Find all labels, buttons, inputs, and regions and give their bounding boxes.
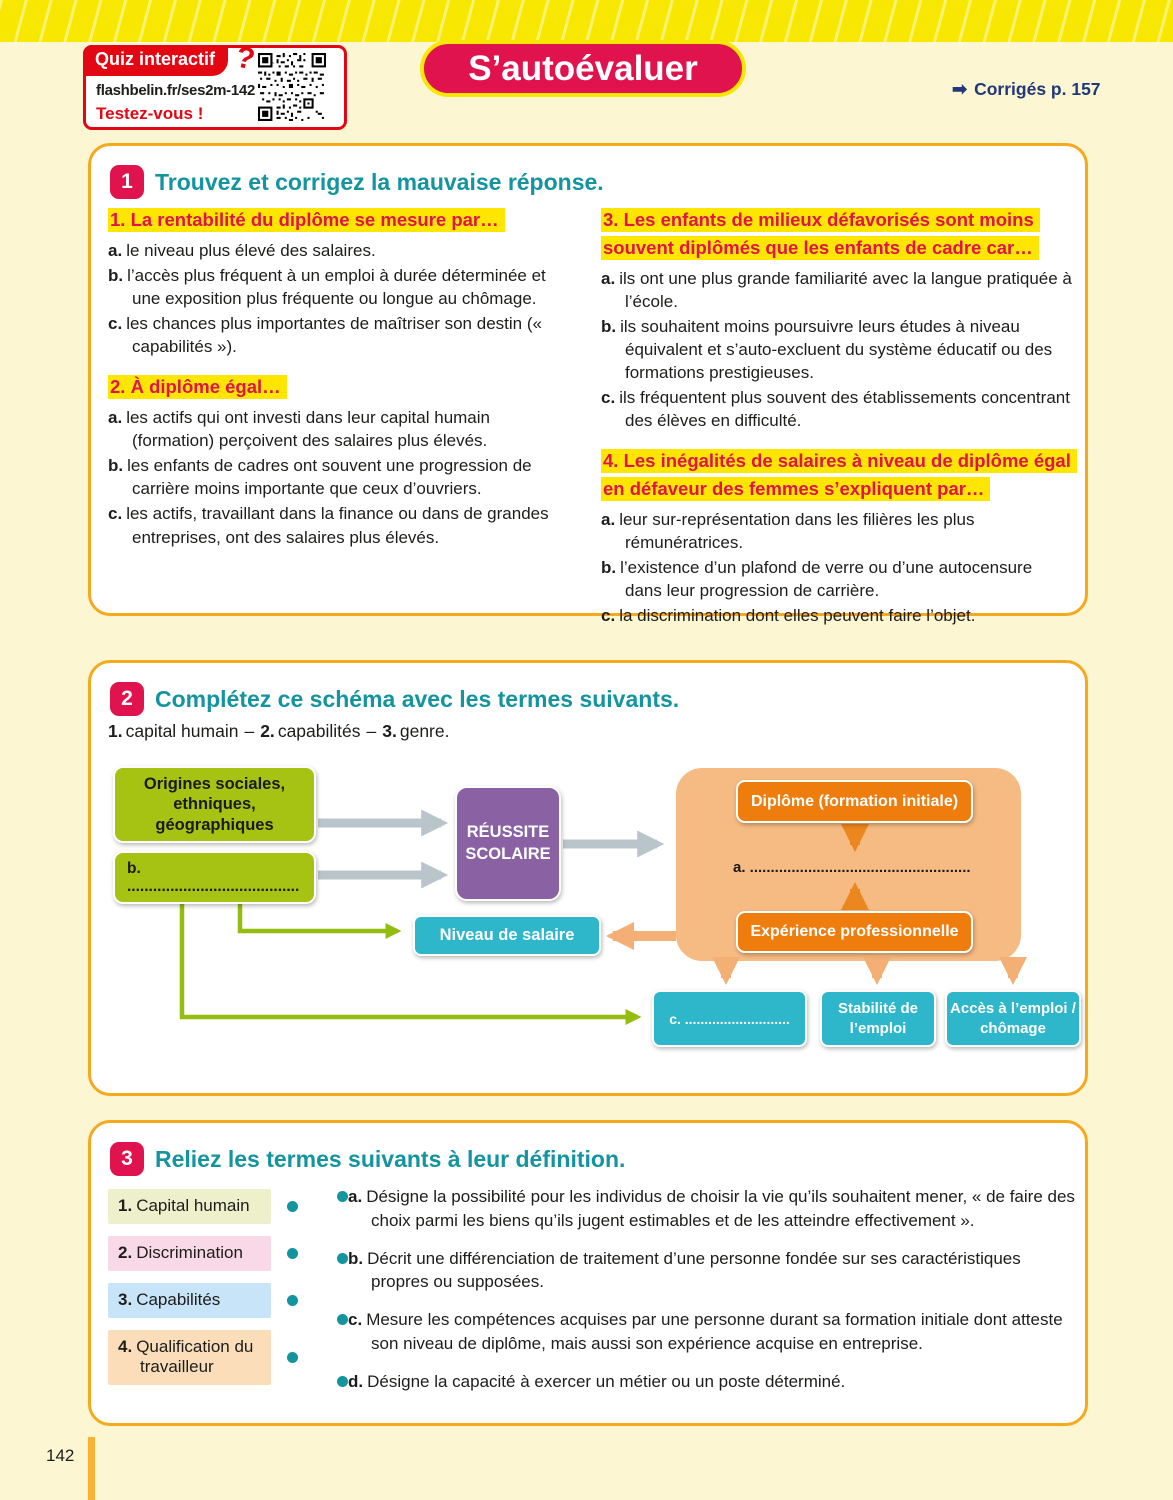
question-block bbox=[601, 206, 1073, 432]
connector-dot[interactable] bbox=[337, 1191, 348, 1202]
corrections-label: Corrigés p. 157 bbox=[974, 79, 1101, 99]
connector-dot[interactable] bbox=[287, 1201, 298, 1212]
definition: a. Désigne la possibilité pour les individus de choisir la vie qu’ils souhaitent mener, « de faire des choix parmi les biens qu’ils jugent estimables et de les atteindre effectivement ». bbox=[331, 1185, 1075, 1233]
school-success-box: RÉUSSITE SCOLAIRE bbox=[455, 786, 561, 901]
section-title: Complétez ce schéma avec les termes suivants. bbox=[155, 686, 680, 712]
page-title: S’autoévaluer bbox=[420, 40, 746, 97]
interactive-quiz-box bbox=[83, 40, 347, 130]
definition: c. Mesure les compétences acquises par une personne durant sa formation initiale dont atteste son niveau de diplôme, mais aussi son expérience acquise en entreprise. bbox=[331, 1308, 1075, 1356]
connector-dot[interactable] bbox=[287, 1352, 298, 1363]
connector-dot[interactable] bbox=[337, 1376, 348, 1387]
question-title: 4. Les inégalités de salaires à niveau de diplôme égal en défaveur des femmes s’expliquent par… bbox=[601, 447, 1073, 503]
blank-a-field[interactable]: a. ..................................................... bbox=[733, 859, 971, 876]
striped-header-band bbox=[0, 0, 1173, 42]
option[interactable]: c. les actifs, travaillant dans la finance ou dans de grandes entreprises, ont des salaires plus élevés. bbox=[108, 504, 549, 547]
section1-right-column bbox=[601, 206, 1073, 642]
term-row bbox=[108, 1189, 298, 1224]
option[interactable]: b. l’existence d’un plafond de verre ou d’une autocensure dans leur progression de carrière. bbox=[601, 557, 1033, 601]
corrections-reference bbox=[952, 79, 1101, 100]
diploma-box: Diplôme (formation initiale) bbox=[736, 780, 973, 823]
option[interactable]: b. l’accès plus fréquent à un emploi à durée déterminée et une exposition plus fréquente ou longue au chômage. bbox=[108, 265, 546, 308]
term-discrimination: 2. Discrimination bbox=[108, 1236, 271, 1271]
term-capabilites: 3. Capabilités bbox=[108, 1283, 271, 1318]
origins-box: Origines sociales, ethniques, géographiques bbox=[113, 766, 316, 843]
option[interactable]: b. les enfants de cadres ont souvent une progression de carrière moins importante que ceux d’ouvriers. bbox=[108, 456, 532, 499]
section-1-panel bbox=[88, 143, 1088, 626]
page-number: 142 bbox=[46, 1446, 75, 1465]
question-title: 1. La rentabilité du diplôme se mesure par… bbox=[108, 206, 570, 234]
section-title: Reliez les termes suivants à leur définition. bbox=[155, 1146, 626, 1172]
term-row bbox=[108, 1330, 298, 1385]
connector-dot[interactable] bbox=[287, 1248, 298, 1259]
term-row bbox=[108, 1236, 298, 1271]
question-mark-icon: ? bbox=[232, 40, 258, 77]
job-stability-box: Stabilité de l’emploi bbox=[820, 990, 936, 1047]
arrow-right-icon: ➡ bbox=[952, 79, 968, 99]
question-block bbox=[108, 206, 570, 358]
connector-dot[interactable] bbox=[287, 1295, 298, 1306]
section-2-panel bbox=[88, 660, 1088, 1096]
option[interactable]: a. les actifs qui ont investi dans leur capital humain (formation) perçoivent des salaires plus élevés. bbox=[108, 408, 490, 451]
option[interactable]: c. les chances plus importantes de maîtriser son destin (« capabilités »). bbox=[108, 314, 542, 357]
job-access-box: Accès à l’emploi / chômage bbox=[945, 990, 1081, 1047]
definitions-column bbox=[331, 1185, 1075, 1408]
section1-left-column bbox=[108, 206, 570, 564]
section-number-badge: 2 bbox=[110, 682, 144, 716]
definition: b. Décrit une différenciation de traitement d’une personne fondée sur ses caractéristiques propres ou supposées. bbox=[331, 1247, 1075, 1295]
section-3-panel bbox=[88, 1120, 1088, 1426]
quiz-cta: Testez-vous ! bbox=[96, 104, 204, 123]
question-title: 2. À diplôme égal… bbox=[108, 373, 570, 401]
section-number-badge: 3 bbox=[110, 1142, 144, 1176]
definition: d. Désigne la capacité à exercer un métier ou un poste déterminé. bbox=[331, 1370, 1075, 1394]
question-block bbox=[601, 447, 1073, 627]
footer-accent-bar bbox=[88, 1437, 95, 1500]
terms-column bbox=[108, 1189, 298, 1397]
salary-level-box: Niveau de salaire bbox=[413, 915, 601, 956]
quiz-label: Quiz interactif bbox=[83, 45, 228, 76]
blank-b-box[interactable]: b. ........................................ bbox=[113, 851, 316, 904]
option[interactable]: a. leur sur-représentation dans les filières les plus rémunératrices. bbox=[601, 509, 975, 552]
term-qualification: 4. Qualification du travailleur bbox=[108, 1330, 271, 1385]
terms-to-place: 1. capital humain – 2. capabilités – 3. genre. bbox=[108, 721, 450, 741]
connector-dot[interactable] bbox=[337, 1253, 348, 1264]
question-title: 3. Les enfants de milieux défavorisés sont moins souvent diplômés que les enfants de cadre car… bbox=[601, 206, 1073, 262]
section-title: Trouvez et corrigez la mauvaise réponse. bbox=[155, 169, 604, 195]
section-number-badge: 1 bbox=[110, 165, 144, 199]
blank-c-box[interactable]: c. ........................... bbox=[652, 990, 807, 1047]
option[interactable]: a. le niveau plus élevé des salaires. bbox=[108, 240, 376, 260]
qr-code-icon bbox=[258, 53, 326, 121]
experience-box: Expérience professionnelle bbox=[736, 911, 973, 953]
connector-dot[interactable] bbox=[337, 1314, 348, 1325]
term-row bbox=[108, 1283, 298, 1318]
question-block bbox=[108, 373, 570, 548]
option[interactable]: c. ils fréquentent plus souvent des établissements concentrant des élèves en difficulté. bbox=[601, 388, 1070, 431]
option[interactable]: b. ils souhaitent moins poursuivre leurs études à niveau équivalent et s’auto-excluent du système éducatif ou des formations prestigieuses. bbox=[601, 316, 1053, 382]
option[interactable]: c. la discrimination dont elles peuvent faire l’objet. bbox=[601, 606, 976, 626]
option[interactable]: a. ils ont une plus grande familiarité avec la langue pratiquée à l’école. bbox=[601, 268, 1072, 311]
quiz-url[interactable]: flashbelin.fr/ses2m-142 bbox=[96, 82, 256, 99]
term-capital-humain: 1. Capital humain bbox=[108, 1189, 271, 1224]
